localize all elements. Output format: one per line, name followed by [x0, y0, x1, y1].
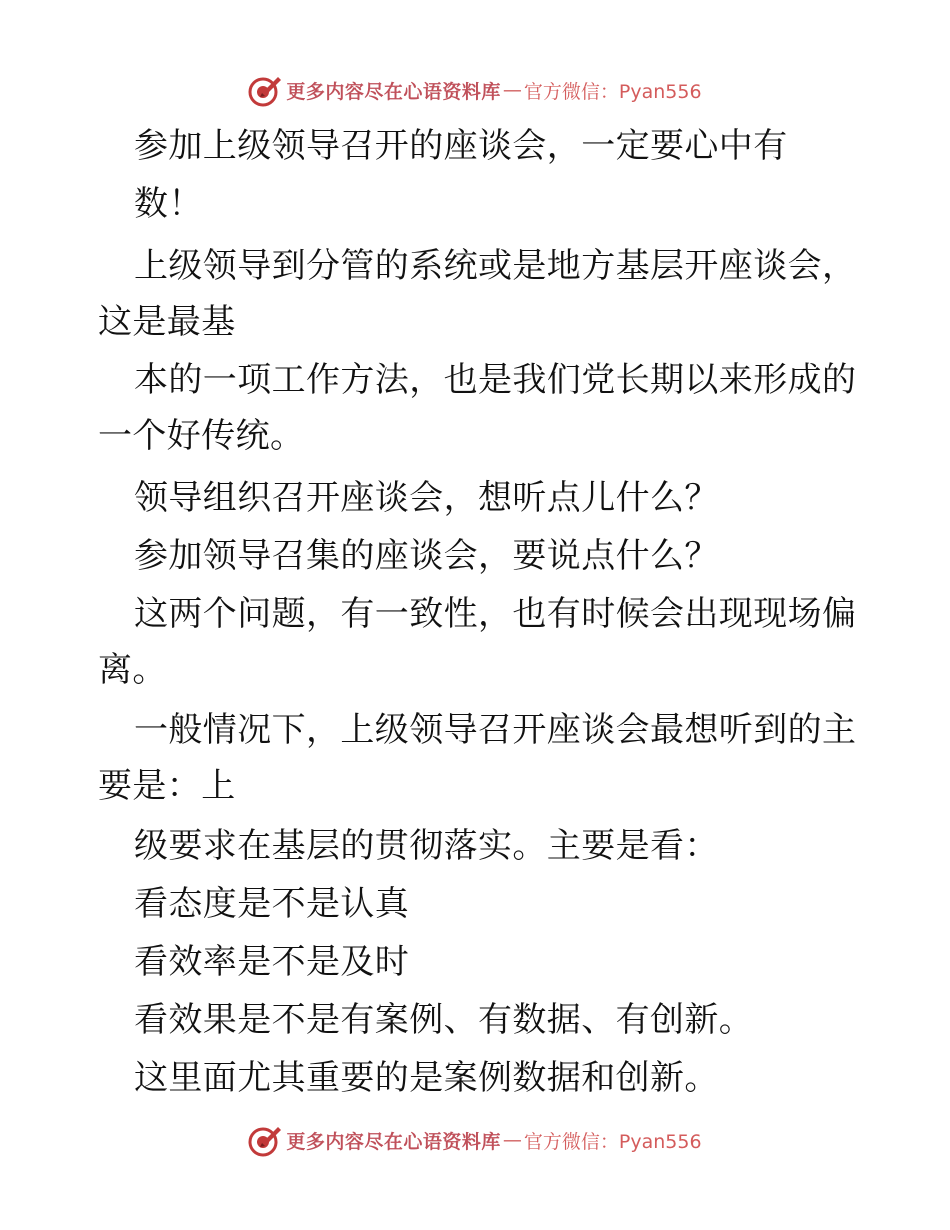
- body-line: 看效率是不是及时: [134, 942, 410, 982]
- footer-banner: [0, 1120, 950, 1160]
- footer-wechat-text: 官方微信：Pyan556: [523, 1130, 702, 1153]
- body-line: 这里面尤其重要的是案例数据和创新。: [134, 1058, 719, 1098]
- body-line: 看态度是不是认真: [134, 884, 410, 924]
- body-line: 看效果是不是有案例、有数据、有创新。: [134, 1000, 754, 1040]
- body-line: 领导组织召开座谈会，想听点儿什么？: [134, 478, 719, 518]
- pen-circle-logo-icon: [248, 1123, 282, 1157]
- body-line: 一个好传统。: [98, 416, 305, 456]
- footer-brand-text: 更多内容尽在心语资料库: [286, 1130, 501, 1153]
- body-line: 上级领导到分管的系统或是地方基层开座谈会，: [134, 246, 857, 286]
- body-line: 要是：上: [98, 766, 236, 806]
- body-line: 这两个问题，有一致性，也有时候会出现现场偏: [134, 594, 857, 634]
- footer-dash: —: [502, 1129, 522, 1151]
- pen-circle-logo-icon: [248, 73, 282, 107]
- body-line: 一般情况下，上级领导召开座谈会最想听到的主: [134, 710, 857, 750]
- body-line: 参加上级领导召开的座谈会，一定要心中有: [134, 126, 788, 166]
- body-line: 参加领导召集的座谈会，要说点什么？: [134, 536, 719, 576]
- body-line: 这是最基: [98, 302, 236, 342]
- body-line: 本的一项工作方法，也是我们党长期以来形成的: [134, 360, 857, 400]
- header-wechat-text: 官方微信：Pyan556: [523, 80, 702, 103]
- header-dash: —: [502, 79, 522, 101]
- body-line: 级要求在基层的贯彻落实。主要是看：: [134, 826, 719, 866]
- header-banner: [0, 70, 950, 110]
- body-line: 离。: [98, 650, 167, 690]
- header-brand-text: 更多内容尽在心语资料库: [286, 80, 501, 103]
- body-line: 数！: [134, 184, 203, 224]
